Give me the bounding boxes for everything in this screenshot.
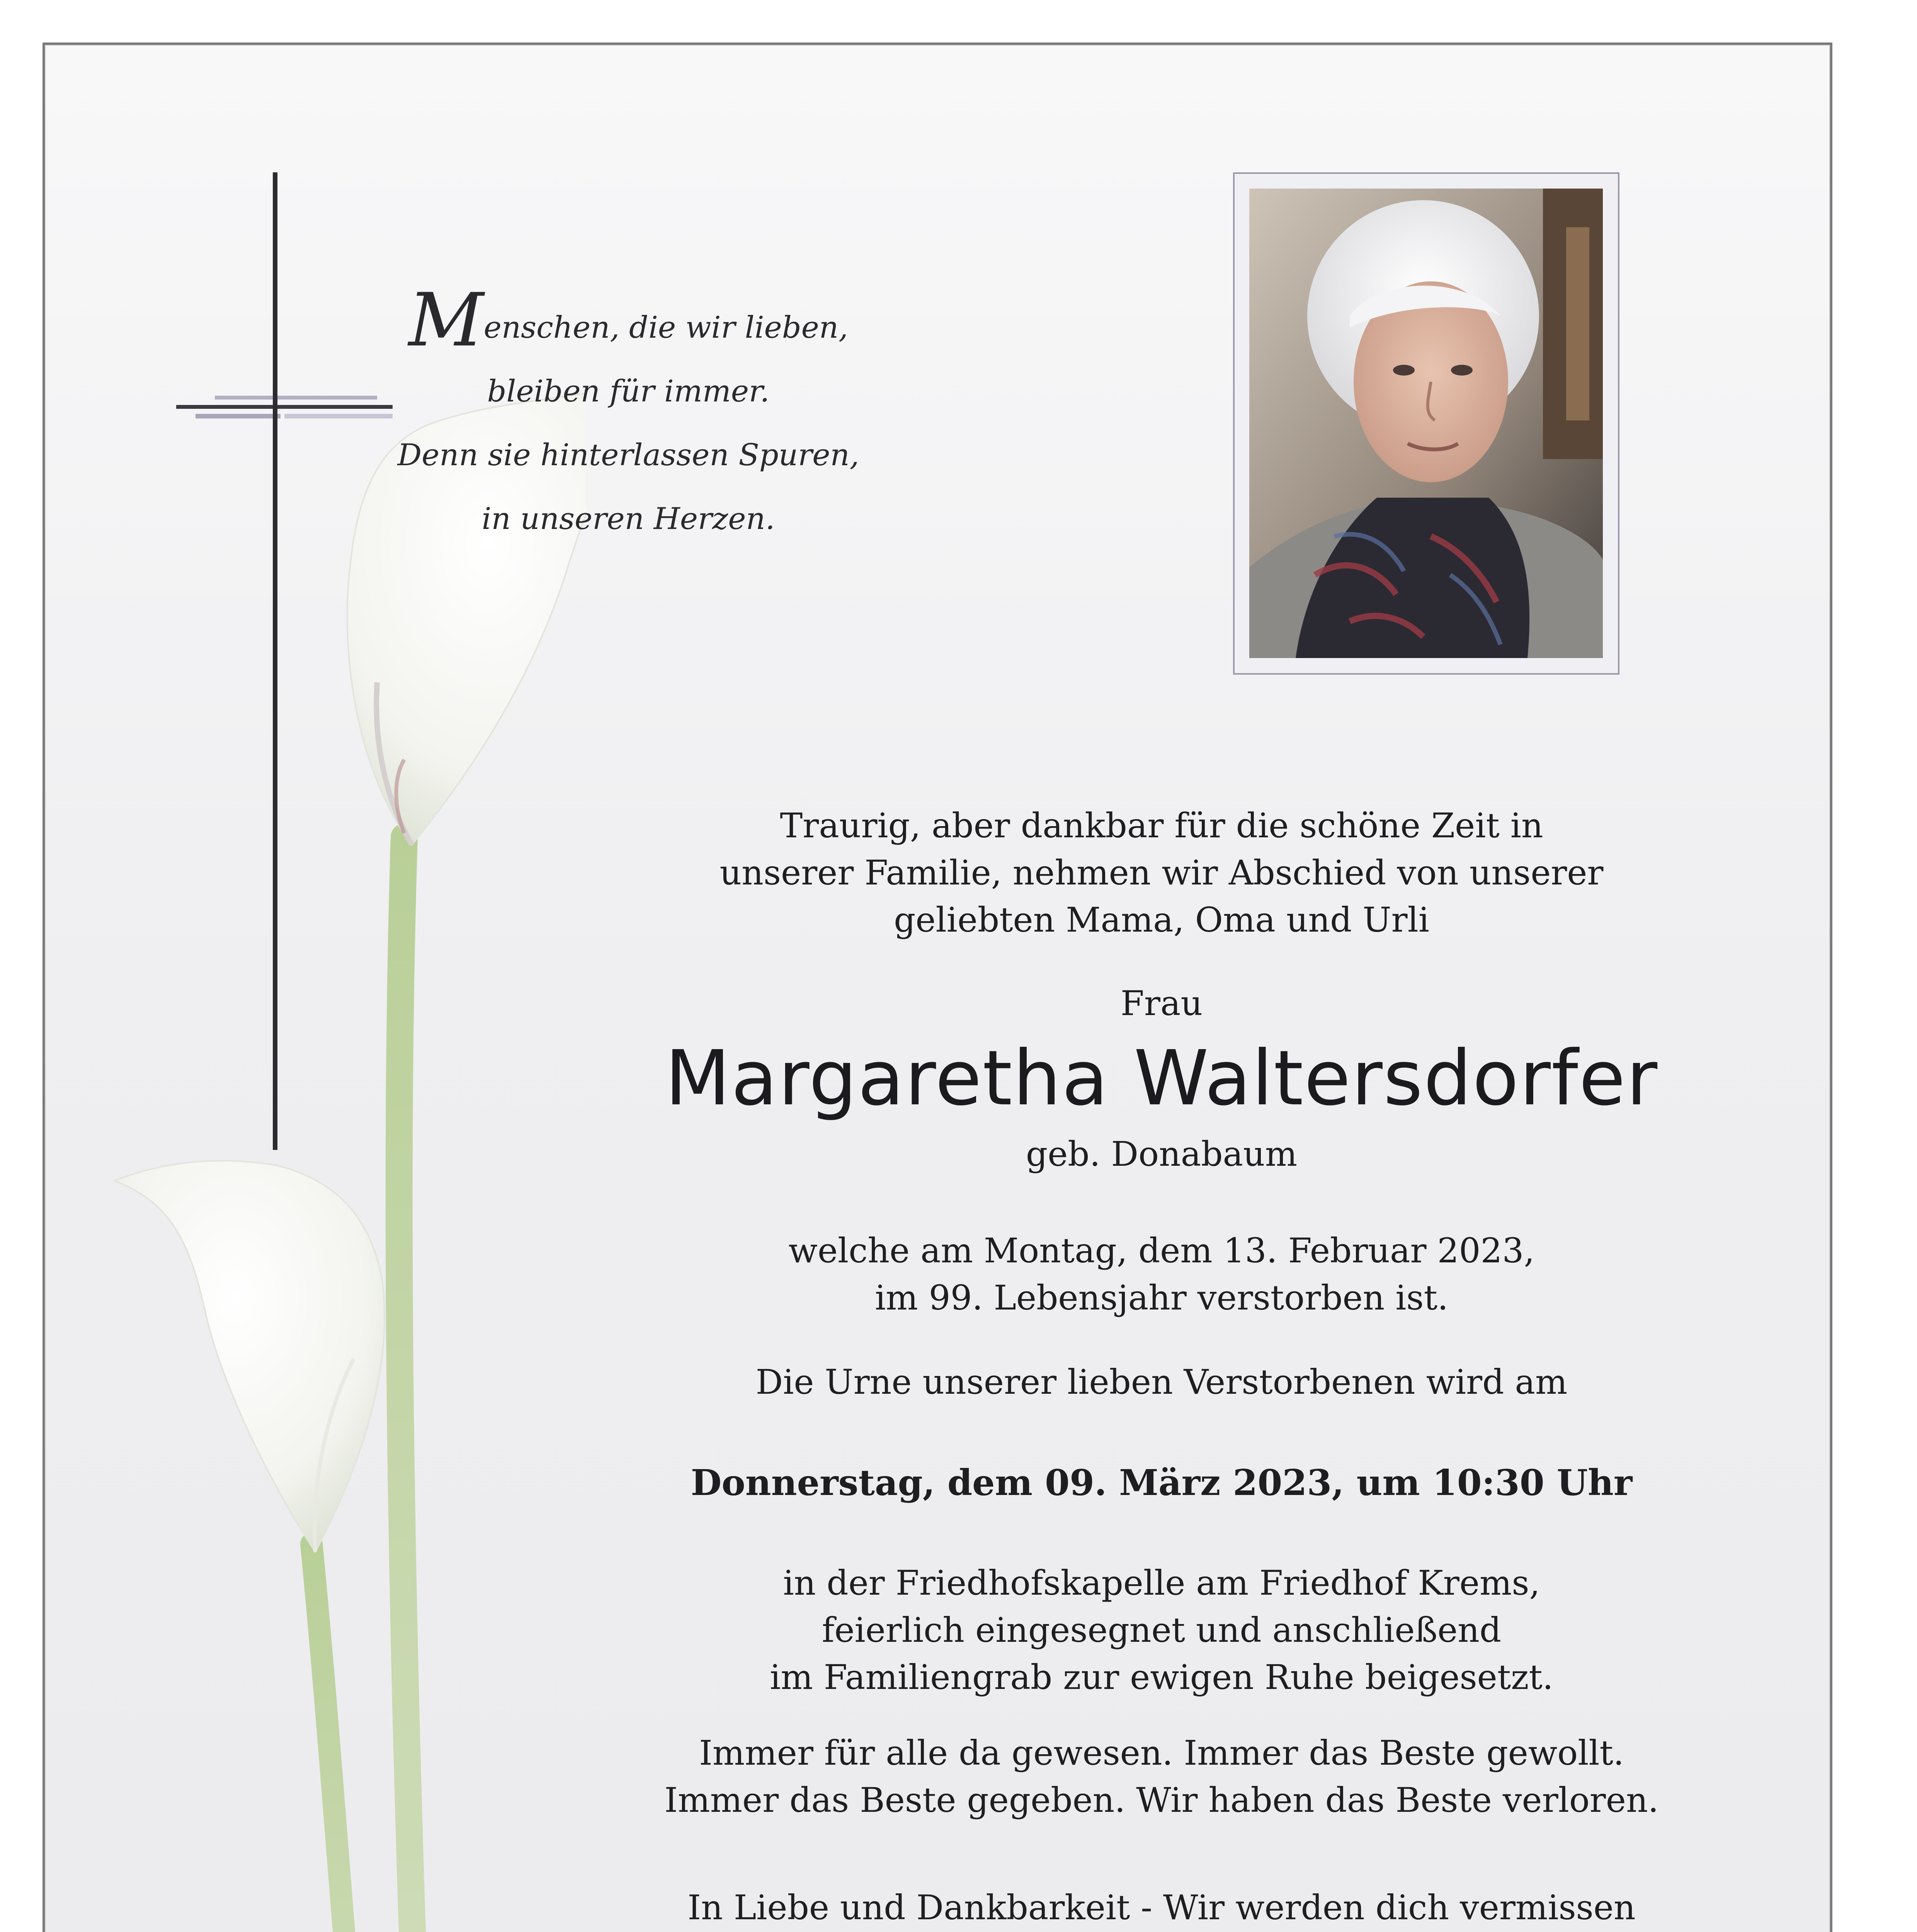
- birth-name: geb. Donabaum: [1026, 1134, 1298, 1174]
- ceremony-intro: Die Urne unserer lieben Verstorbenen wird am: [755, 1362, 1568, 1402]
- death-line-1: welche am Montag, dem 13. Februar 2023,: [788, 1231, 1535, 1270]
- deceased-name: Margaretha Waltersdorfer: [665, 1034, 1658, 1122]
- tribute-text: [563, 1730, 1761, 1824]
- motto-line-4: in unseren Herzen.: [481, 502, 775, 536]
- parte-sheet: [43, 43, 1832, 1932]
- intro-line-2: unserer Familie, nehmen wir Abschied von unserer: [720, 853, 1604, 893]
- intro-line-3: geliebten Mama, Oma und Urli: [894, 900, 1429, 940]
- portrait-photo: [1249, 189, 1603, 658]
- ceremony-date: Donnerstag, dem 09. März 2023, um 10:30 Uhr: [691, 1462, 1633, 1503]
- motto-initial: M: [408, 277, 484, 363]
- intro-text: [563, 802, 1761, 944]
- motto-line-1: [261, 277, 995, 363]
- lower-lily-flower: [114, 1161, 384, 1552]
- ceremony-line-3: im Familiengrab zur ewigen Ruhe beigesetzt.: [770, 1657, 1553, 1697]
- tribute-line-2: Immer das Beste gegeben. Wir haben das Beste verloren.: [664, 1780, 1659, 1820]
- portrait-frame: [1233, 172, 1619, 675]
- motto-line-2: bleiben für immer.: [487, 374, 770, 409]
- tribute-line-1: Immer für alle da gewesen. Immer das Beste gewollt.: [699, 1733, 1624, 1773]
- ceremony-details: [563, 1560, 1761, 1701]
- salutation: Frau: [1120, 983, 1203, 1023]
- ceremony-line-1: in der Friedhofskapelle am Friedhof Krems,: [783, 1563, 1540, 1603]
- motto-line-1-text: enschen, die wir lieben,: [483, 310, 848, 345]
- mourners-intro: In Liebe und Dankbarkeit - Wir werden dich vermissen: [687, 1888, 1636, 1927]
- ceremony-line-2: feierlich eingesegnet und anschließend: [822, 1610, 1502, 1650]
- intro-line-1: Traurig, aber dankbar für die schöne Zeit in: [780, 806, 1543, 845]
- motto-line-3: Denn sie hinterlassen Spuren,: [397, 438, 859, 473]
- death-notice: [563, 1227, 1761, 1321]
- motto-poem: [261, 277, 995, 551]
- death-line-2: im 99. Lebensjahr verstorben ist.: [875, 1278, 1448, 1318]
